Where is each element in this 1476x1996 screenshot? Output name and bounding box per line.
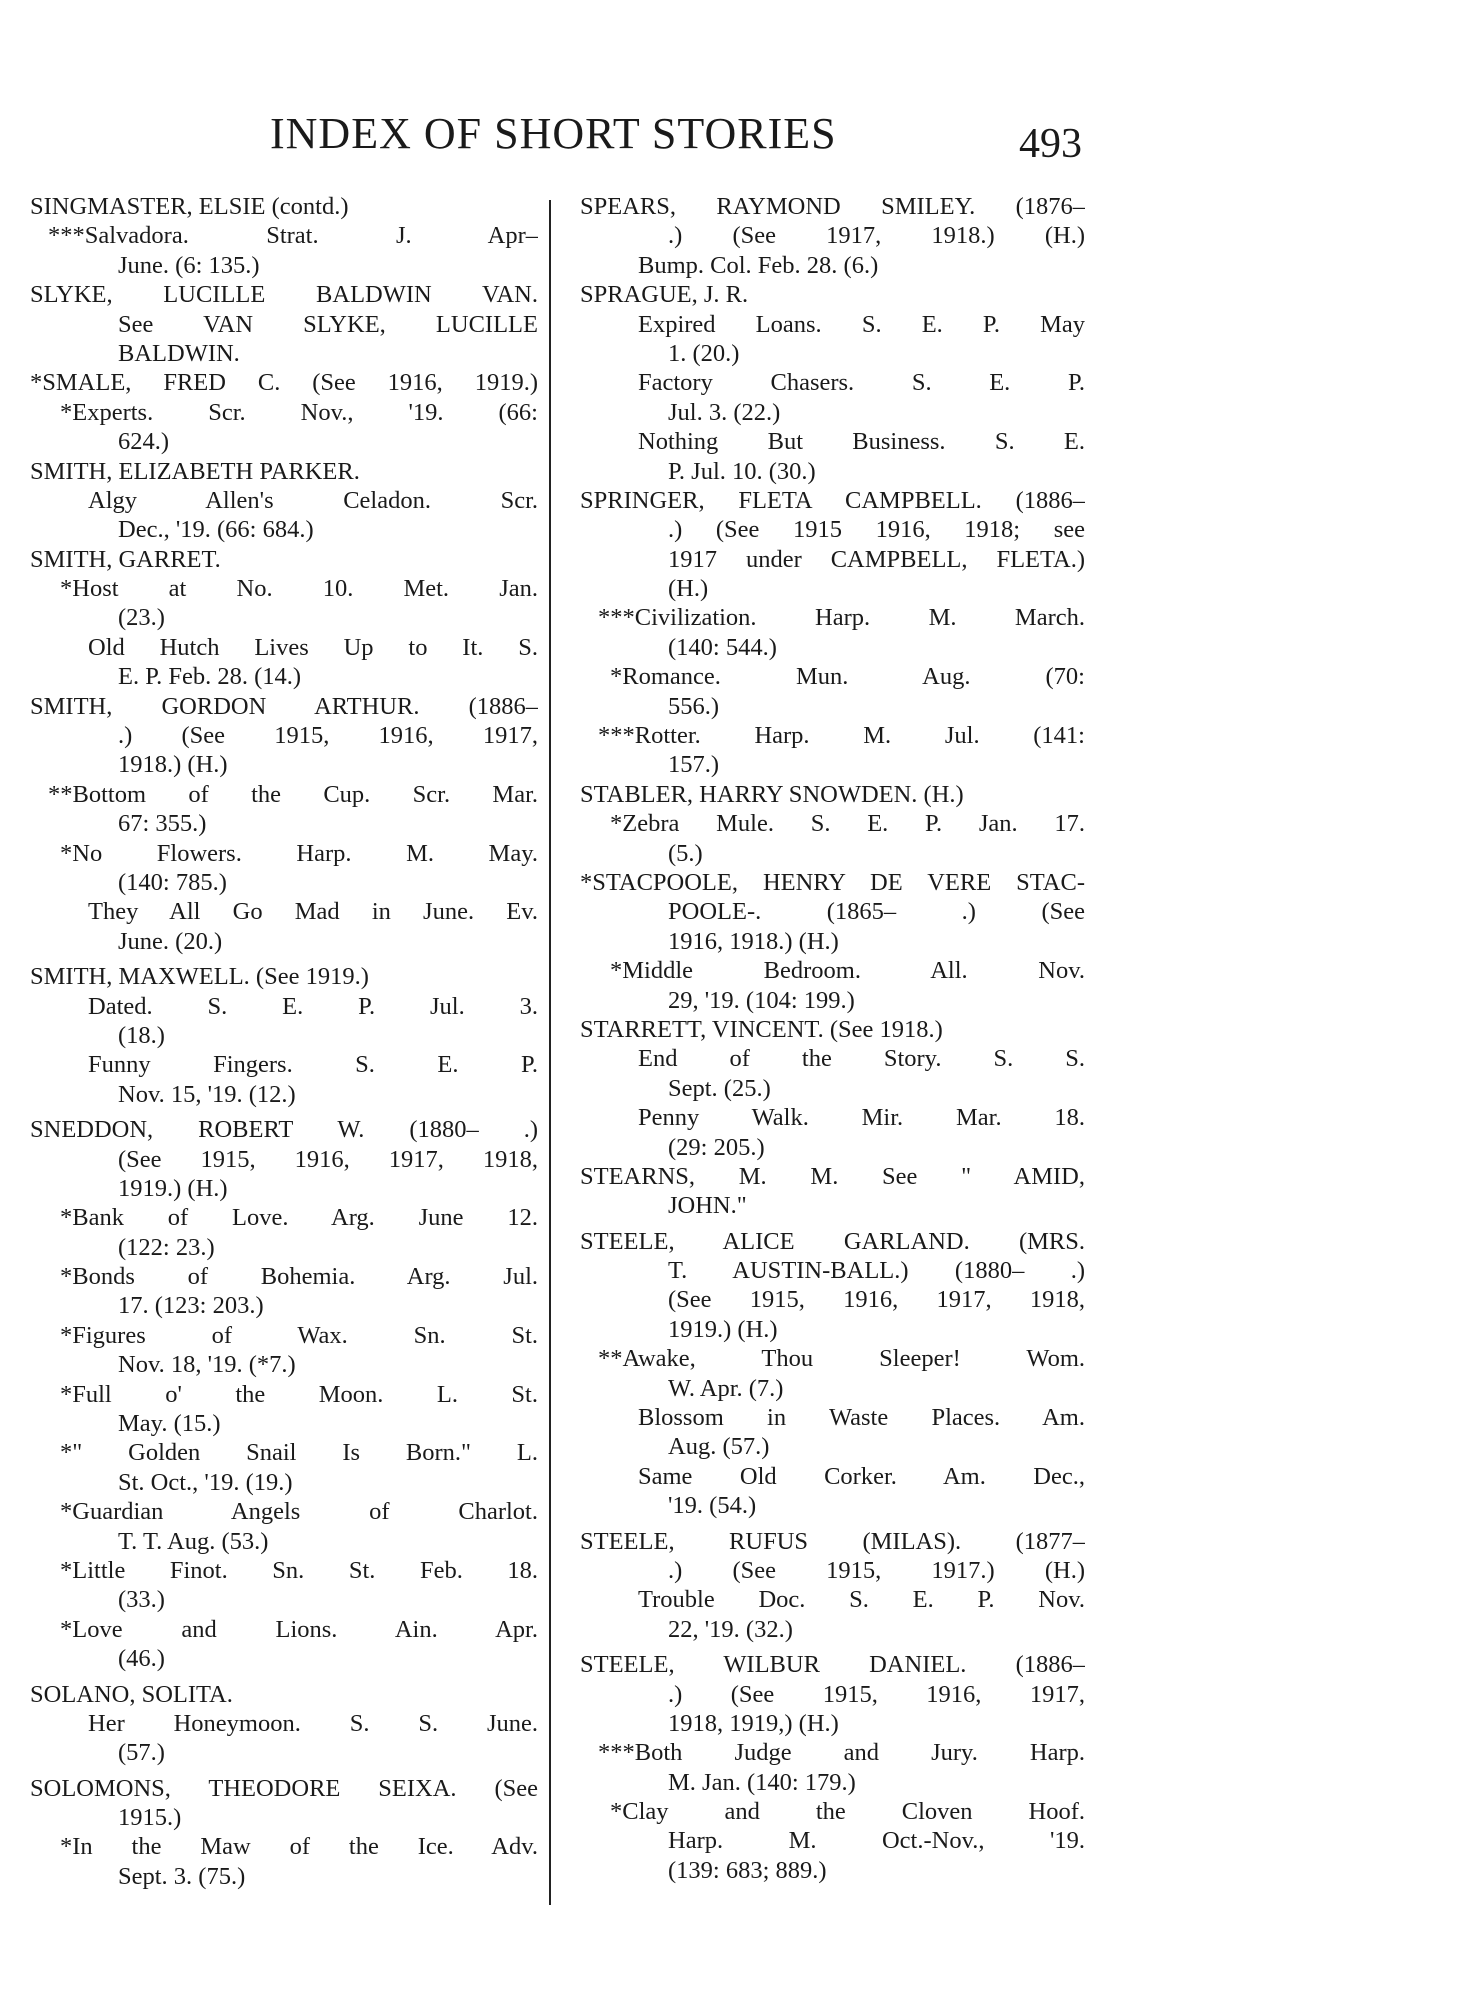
story-entry-line: E. P. Feb. 28. (14.) <box>118 663 302 691</box>
story-entry-line: 1919.) (H.) <box>668 1315 778 1343</box>
column-divider <box>549 200 551 1905</box>
page-header <box>0 108 1476 178</box>
story-entry-line: ***Civilization. Harp. M. March. <box>598 604 1085 632</box>
author-heading-line: SOLANO, SOLITA. <box>30 1680 233 1708</box>
story-entry-line: *Experts. Scr. Nov., '19. (66: <box>60 398 538 426</box>
story-entry-line: 624.) <box>118 428 170 456</box>
story-entry-line: Algy Allen's Celadon. Scr. <box>88 486 538 514</box>
story-entry-line: 1918, 1919,) (H.) <box>668 1709 839 1737</box>
story-entry-line: Blossom in Waste Places. Am. <box>638 1404 1085 1432</box>
story-entry-line: Nothing But Business. S. E. <box>638 428 1085 456</box>
author-heading-line: SMITH, GARRET. <box>30 545 221 573</box>
author-heading-line: SPEARS, RAYMOND SMILEY. (1876– <box>580 193 1085 220</box>
story-entry-line: *Little Finot. Sn. St. Feb. 18. <box>60 1556 538 1584</box>
page-number: 493 <box>1019 121 1082 167</box>
story-entry-line: BALDWIN. <box>118 339 240 367</box>
story-entry-line: Factory Chasers. S. E. P. <box>638 369 1085 397</box>
story-entry-line: Sept. 3. (75.) <box>118 1862 246 1890</box>
story-entry-line: (140: 785.) <box>118 868 227 896</box>
index-column-right <box>580 192 1085 1885</box>
story-entry-line: St. Oct., '19. (19.) <box>118 1468 293 1496</box>
story-entry-line: T. T. Aug. (53.) <box>118 1527 269 1555</box>
story-entry-line: 157.) <box>668 751 720 779</box>
story-entry-line: '19. (54.) <box>668 1492 757 1520</box>
story-entry-line: (139: 683; 889.) <box>668 1856 827 1884</box>
story-entry-line: *Middle Bedroom. All. Nov. <box>610 957 1085 985</box>
story-entry-line: They All Go Mad in June. Ev. <box>88 898 538 926</box>
story-entry-line: Funny Fingers. S. E. P. <box>88 1051 538 1079</box>
story-entry-line: Expired Loans. S. E. P. May <box>638 310 1085 338</box>
author-heading-line: SPRINGER, FLETA CAMPBELL. (1886– <box>580 486 1085 514</box>
author-heading-line: SINGMASTER, ELSIE (contd.) <box>30 193 349 220</box>
story-entry-line: POOLE-. (1865– .) (See <box>668 898 1085 926</box>
story-entry-line: Dec., '19. (66: 684.) <box>118 516 314 544</box>
story-entry-line: .) (See 1915, 1916, 1917, <box>118 722 538 750</box>
author-heading-line: SMITH, ELIZABETH PARKER. <box>30 457 360 485</box>
story-entry-line: ***Both Judge and Jury. Harp. <box>598 1739 1085 1767</box>
story-entry-line: *In the Maw of the Ice. Adv. <box>60 1833 538 1861</box>
story-entry-line: (46.) <box>118 1645 165 1673</box>
story-entry-line: *Full o' the Moon. L. St. <box>60 1380 538 1408</box>
story-entry-line: Old Hutch Lives Up to It. S. <box>88 633 538 661</box>
story-entry-line: (H.) <box>668 575 709 603</box>
story-entry-line: *Clay and the Cloven Hoof. <box>610 1798 1085 1826</box>
story-entry-line: Trouble Doc. S. E. P. Nov. <box>638 1586 1085 1614</box>
story-entry-line: (29: 205.) <box>668 1133 765 1161</box>
story-entry-line: Jul. 3. (22.) <box>668 398 781 426</box>
author-heading-line: SLYKE, LUCILLE BALDWIN VAN. <box>30 281 538 309</box>
story-entry-line: End of the Story. S. S. <box>638 1045 1085 1073</box>
story-entry-line: ***Rotter. Harp. M. Jul. (141: <box>598 722 1085 750</box>
author-heading-line: SOLOMONS, THEODORE SEIXA. (See <box>30 1774 538 1802</box>
story-entry-line: .) (See 1915, 1916, 1917, <box>668 1680 1085 1708</box>
story-entry-line: Bump. Col. Feb. 28. (6.) <box>638 251 879 279</box>
story-entry-line: *Romance. Mun. Aug. (70: <box>610 663 1085 691</box>
author-heading-line: *STACPOOLE, HENRY DE VERE STAC- <box>580 868 1085 896</box>
story-entry-line: **Awake, Thou Sleeper! Wom. <box>598 1345 1085 1373</box>
story-entry-line: *Love and Lions. Ain. Apr. <box>60 1615 538 1643</box>
story-entry-line: *Figures of Wax. Sn. St. <box>60 1321 538 1349</box>
author-heading-line: STEELE, ALICE GARLAND. (MRS. <box>580 1227 1085 1255</box>
author-heading-line: STABLER, HARRY SNOWDEN. (H.) <box>580 780 964 808</box>
story-entry-line: JOHN." <box>668 1192 747 1220</box>
story-entry-line: (18.) <box>118 1021 165 1049</box>
story-entry-line: *Bonds of Bohemia. Arg. Jul. <box>60 1263 538 1291</box>
story-entry-line: (See 1915, 1916, 1917, 1918, <box>118 1145 538 1173</box>
story-entry-line: June. (20.) <box>118 927 223 955</box>
story-entry-line: 67: 355.) <box>118 810 207 838</box>
story-entry-line: 1916, 1918.) (H.) <box>668 927 839 955</box>
author-heading-line: SMITH, GORDON ARTHUR. (1886– <box>30 692 538 720</box>
story-entry-line: (33.) <box>118 1586 165 1614</box>
story-entry-line: Nov. 18, '19. (*7.) <box>118 1351 296 1379</box>
story-entry-line: 17. (123: 203.) <box>118 1292 264 1320</box>
index-column-left <box>30 192 538 1891</box>
author-heading-line: STEARNS, M. M. See " AMID, <box>580 1162 1085 1190</box>
story-entry-line: Same Old Corker. Am. Dec., <box>638 1462 1085 1490</box>
story-entry-line: 22, '19. (32.) <box>668 1615 793 1643</box>
author-heading-line: STEELE, WILBUR DANIEL. (1886– <box>580 1651 1085 1679</box>
story-entry-line: *Bank of Love. Arg. June 12. <box>60 1204 538 1232</box>
story-entry-line: 1918.) (H.) <box>118 751 228 779</box>
story-entry-line: (122: 23.) <box>118 1233 215 1261</box>
author-heading-line: STEELE, RUFUS (MILAS). (1877– <box>580 1527 1085 1555</box>
story-entry-line: 1919.) (H.) <box>118 1174 228 1202</box>
story-entry-line: *Host at No. 10. Met. Jan. <box>60 575 538 603</box>
story-entry-line: T. AUSTIN-BALL.) (1880– .) <box>668 1257 1085 1285</box>
story-entry-line: 1917 under CAMPBELL, FLETA.) <box>668 545 1085 573</box>
story-entry-line: June. (6: 135.) <box>118 251 260 279</box>
story-entry-line: Aug. (57.) <box>668 1433 770 1461</box>
story-entry-line: Penny Walk. Mir. Mar. 18. <box>638 1104 1085 1132</box>
story-entry-line: .) (See 1915 1916, 1918; see <box>668 516 1085 544</box>
page-title: INDEX OF SHORT STORIES <box>270 109 837 158</box>
story-entry-line: Nov. 15, '19. (12.) <box>118 1080 296 1108</box>
story-entry-line: (5.) <box>668 839 703 867</box>
story-entry-line: May. (15.) <box>118 1410 221 1438</box>
story-entry-line: *" Golden Snail Is Born." L. <box>60 1439 538 1467</box>
story-entry-line: M. Jan. (140: 179.) <box>668 1768 856 1796</box>
author-heading-line: SMITH, MAXWELL. (See 1919.) <box>30 963 369 991</box>
story-entry-line: W. Apr. (7.) <box>668 1374 784 1402</box>
story-entry-line: Her Honeymoon. S. S. June. <box>88 1709 538 1737</box>
story-entry-line: P. Jul. 10. (30.) <box>668 457 816 485</box>
story-entry-line: *Zebra Mule. S. E. P. Jan. 17. <box>610 810 1085 838</box>
story-entry-line: 1. (20.) <box>668 339 740 367</box>
story-entry-line: (140: 544.) <box>668 633 777 661</box>
story-entry-line: **Bottom of the Cup. Scr. Mar. <box>48 780 538 808</box>
author-heading-line: SPRAGUE, J. R. <box>580 281 749 309</box>
story-entry-line: ***Salvadora. Strat. J. Apr– <box>48 222 538 250</box>
story-entry-line: 556.) <box>668 692 720 720</box>
story-entry-line: Harp. M. Oct.-Nov., '19. <box>668 1827 1085 1855</box>
author-heading-line: *SMALE, FRED C. (See 1916, 1919.) <box>30 369 538 397</box>
story-entry-line: (57.) <box>118 1739 165 1767</box>
author-heading-line: SNEDDON, ROBERT W. (1880– .) <box>30 1116 538 1144</box>
story-entry-line: *No Flowers. Harp. M. May. <box>60 839 538 867</box>
author-heading-line: STARRETT, VINCENT. (See 1918.) <box>580 1015 943 1043</box>
story-entry-line: (23.) <box>118 604 165 632</box>
story-entry-line: See VAN SLYKE, LUCILLE <box>118 310 538 338</box>
story-entry-line: Sept. (25.) <box>668 1074 771 1102</box>
story-entry-line: *Guardian Angels of Charlot. <box>60 1498 538 1526</box>
story-entry-line: .) (See 1915, 1917.) (H.) <box>668 1556 1085 1584</box>
story-entry-line: Dated. S. E. P. Jul. 3. <box>88 992 538 1020</box>
story-entry-line: .) (See 1917, 1918.) (H.) <box>668 222 1085 250</box>
story-entry-line: 1915.) <box>118 1804 182 1832</box>
story-entry-line: (See 1915, 1916, 1917, 1918, <box>668 1286 1085 1314</box>
story-entry-line: 29, '19. (104: 199.) <box>668 986 855 1014</box>
